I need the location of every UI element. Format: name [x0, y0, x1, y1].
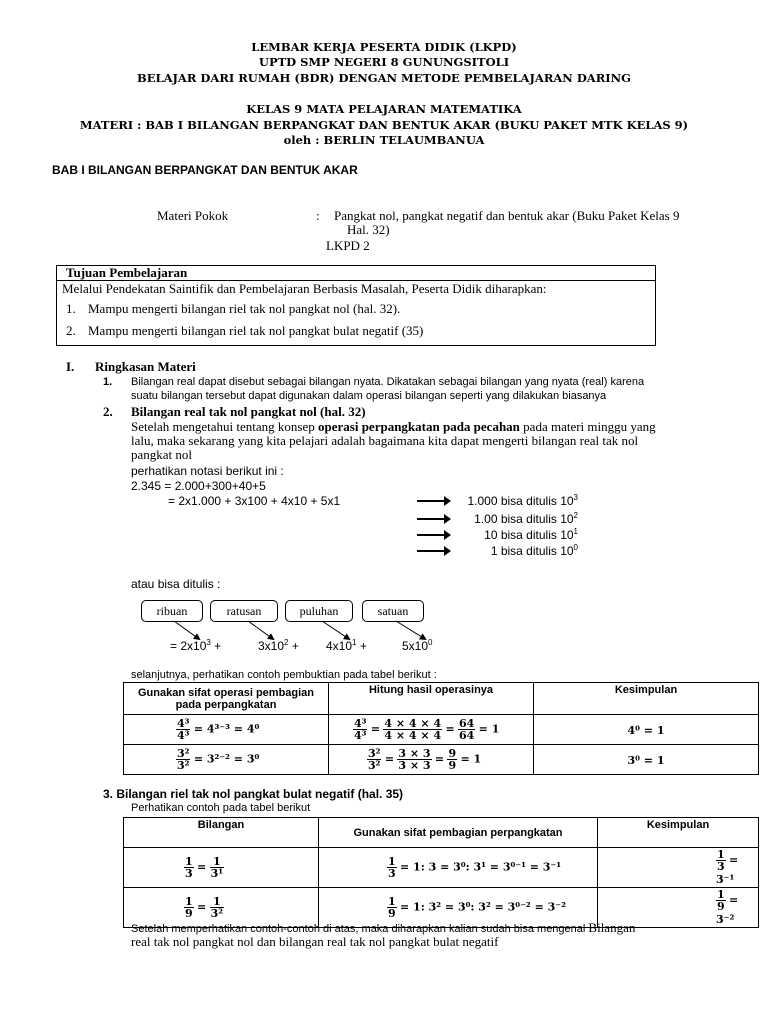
table-cell: $\frac{1}{3}$ = 3⁻¹ [598, 848, 759, 888]
point-2-text-cont: lalu, maka sekarang yang kita pelajari adalah bagaimana kita dapat mengerti bilangan real tak nol [131, 433, 639, 448]
atau-label: atau bisa ditulis : [131, 577, 221, 591]
place-value-ratusan: ratusan [210, 600, 278, 622]
notasi-line-2: = 2x1.000 + 3x100 + 4x10 + 5x1 [168, 494, 341, 508]
notasi-intro: perhatikan notasi berikut ini : [131, 464, 284, 478]
materi-label: Materi Pokok [157, 208, 229, 223]
school-name: UPTD SMP NEGERI 8 GUNUNGSITOLI [258, 55, 510, 69]
section-number: I. [66, 359, 75, 374]
table-cell: $\frac{1}{9}$ = 1: 3² = 3⁰: 3² = 3⁰⁻² = 3⁻² [319, 888, 598, 928]
table-header: Bilangan [124, 818, 319, 848]
author: oleh : BERLIN TELAUMBANUA [283, 133, 485, 147]
tujuan-item-1: Mampu mengerti bilangan riel tak nol pangkat nol (hal. 32). [88, 301, 401, 316]
power-note: 10 bisa ditulis $10^1$ [484, 527, 578, 542]
closing-text-cont: real tak nol pangkat nol dan bilangan real tak nol pangkat bulat negatif [131, 934, 499, 949]
expanded-term: $3x10^2$ + [258, 638, 299, 653]
section-title: Ringkasan Materi [95, 359, 196, 374]
materi-heading: MATERI : BAB I BILANGAN BERPANGKAT DAN BENTUK AKAR (BUKU PAKET MTK KELAS 9) [79, 118, 689, 132]
class-subject: KELAS 9 MATA PELAJARAN MATEMATIKA [246, 102, 522, 116]
notasi-line-1: 2.345 = 2.000+300+40+5 [131, 479, 266, 493]
table-intro: selanjutnya, perhatikan contoh pembuktian pada tabel berikut : [131, 669, 437, 681]
materi-value-cont: Hal. 32) [347, 222, 390, 237]
tujuan-item-no: 1. [66, 301, 76, 316]
table-cell: 4⁰ = 1 [534, 715, 759, 745]
table-row [124, 848, 759, 888]
table-pangkat-nol [123, 682, 759, 775]
table-row [124, 715, 759, 745]
table-header: Kesimpulan [598, 818, 759, 848]
power-note: 1.00 bisa ditulis $10^2$ [474, 511, 578, 526]
learning-mode: BELAJAR DARI RUMAH (BDR) DENGAN METODE PEMBELAJARAN DARING [137, 71, 631, 85]
doc-title: LEMBAR KERJA PESERTA DIDIK (LKPD) [251, 40, 517, 54]
table-cell: $\frac{1}{3}$ = $\frac{1}{\text{3¹}}$ [124, 848, 319, 888]
materi-value: Pangkat nol, pangkat negatif dan bentuk akar (Buku Paket Kelas 9 [334, 208, 680, 223]
table-cell: 3⁰ = 1 [534, 745, 759, 775]
place-value-puluhan: puluhan [285, 600, 353, 622]
tujuan-item-no: 2. [66, 323, 76, 338]
point-number: 1. [103, 376, 113, 388]
table-header: Kesimpulan [534, 683, 759, 715]
table-cell: $\frac{\text{4³}}{\text{4³}}$ = 4³⁻³ = 4⁰ [124, 715, 329, 745]
table-cell: $\frac{1}{3}$ = 1: 3 = 3⁰: 3¹ = 3⁰⁻¹ = 3⁻¹ [319, 848, 598, 888]
closing-text: Setelah memperhatikan contoh-contoh di atas, maka diharapkan kalian sudah bisa mengenal Bilangan [131, 920, 636, 935]
table-cell: $\frac{\text{3²}}{\text{3²}}$ = $\frac{3 \times 3}{3 \times 3}$ = $\frac{9}{9}$ = 1 [329, 745, 534, 775]
point-1-text: Bilangan real dapat disebut sebagai bilangan nyata. Dikatakan sebagai bilangan yang nyata (real) karena [131, 376, 645, 388]
tujuan-intro: Melalui Pendekatan Saintifik dan Pembelajaran Berbasis Masalah, Peserta Didik diharapkan: [62, 281, 547, 296]
table-cell: $\frac{1}{9}$ = $\frac{1}{\text{3²}}$ [124, 888, 319, 928]
table-pangkat-negatif [123, 817, 759, 928]
table-cell: $\frac{\text{4³}}{\text{4³}}$ = $\frac{4 \times 4 \times 4}{4 \times 4 \times 4}$ = $\frac{64}{64}$ = 1 [329, 715, 534, 745]
section-3-title: 3. Bilangan riel tak nol pangkat bulat negatif (hal. 35) [103, 787, 404, 801]
bab-title: BAB I BILANGAN BERPANGKAT DAN BENTUK AKAR [52, 163, 358, 177]
power-note: 1 bisa ditulis $10^0$ [490, 543, 578, 558]
point-number: 2. [103, 404, 113, 419]
materi-colon: : [316, 208, 320, 223]
place-value-satuan: satuan [362, 600, 424, 622]
table-row [124, 745, 759, 775]
point-1-text-cont: suatu bilangan tersebut dapat digunakan dalam operasi bilangan seperti yang dilakukan biasanya [131, 390, 607, 402]
place-value-ribuan: ribuan [141, 600, 203, 622]
tujuan-title: Tujuan Pembelajaran [66, 265, 188, 280]
expanded-term: $4x10^1$ + [326, 638, 367, 653]
power-note: 1.000 bisa ditulis $10^3$ [467, 493, 578, 508]
table-header: Hitung hasil operasinya [329, 683, 534, 715]
lkpd-number: LKPD 2 [326, 238, 370, 253]
table-cell: $\frac{\text{3²}}{\text{3²}}$ = 3²⁻² = 3⁰ [124, 745, 329, 775]
point-2-text: Setelah mengetahui tentang konsep operasi perpangkatan pada pecahan pada materi minggu yang [131, 419, 656, 434]
point-2-title: Bilangan real tak nol pangkat nol (hal. 32) [131, 404, 366, 419]
point-2-text-cont: pangkat nol [131, 447, 193, 462]
expanded-term: = $2x10^3$ + [170, 638, 222, 653]
section-3-intro: Perhatikan contoh pada tabel berikut [131, 802, 311, 814]
table-cell: $\frac{1}{9}$ = 3⁻² [598, 888, 759, 928]
expanded-term: $5x10^0$ [402, 638, 433, 653]
tujuan-item-2: Mampu mengerti bilangan riel tak nol pangkat bulat negatif (35) [88, 323, 424, 338]
table-header: Gunakan sifat operasi pembagian pada perpangkatan [124, 683, 329, 715]
table-header: Gunakan sifat pembagian perpangkatan [319, 818, 598, 848]
